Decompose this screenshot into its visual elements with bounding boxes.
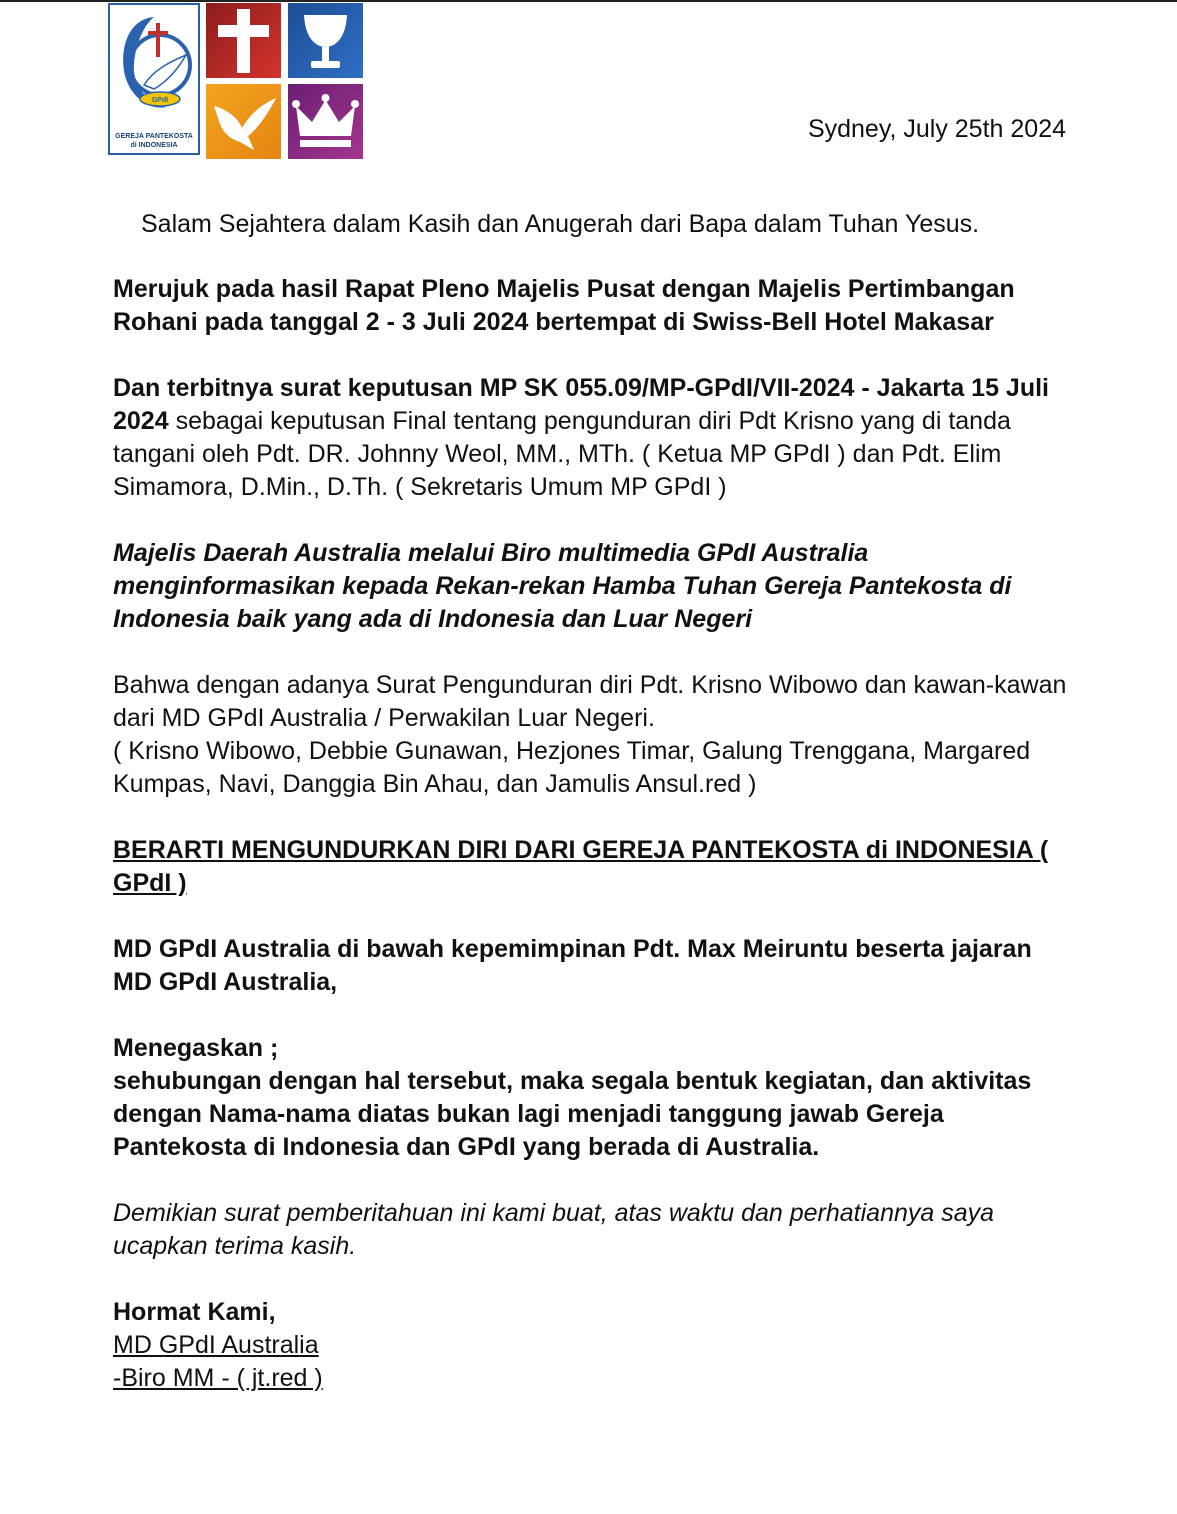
greeting: Salam Sejahtera dalam Kasih dan Anugerah dari Bapa dalam Tuhan Yesus. bbox=[141, 210, 980, 238]
dove-tile bbox=[206, 84, 281, 159]
paragraph-resignation-names: ( Krisno Wibowo, Debbie Gunawan, Hezjones Timar, Galung Trenggana, Margared Kumpas, Navi, Danggia Bin Ahau, dan Jamulis Ansul.red ) bbox=[113, 737, 1031, 798]
emblem-caption-line1: GEREJA PANTEKOSTA bbox=[115, 133, 193, 140]
letter-body bbox=[113, 208, 1073, 1395]
paragraph-resignation-line1: Bahwa dengan adanya Surat Pengunduran diri Pdt. Krisno Wibowo dan kawan-kawan dari MD GPdI Australia / Perwakilan Luar Negeri. bbox=[113, 671, 1067, 732]
cross-icon bbox=[206, 3, 281, 78]
dove-icon bbox=[206, 84, 281, 159]
decree-normal-text: sebagai keputusan Final tentang pengunduran diri Pdt Krisno yang di tanda tangani oleh Pdt. DR. Johnny Weol, MM., MTh. ( Ketua MP GPdI ) dan Pdt. Elim Simamora, D.Min., D.Th. ( Sekretaris Umum MP GPdI ) bbox=[113, 407, 1011, 501]
letter-date: Sydney, July 25th 2024 bbox=[807, 115, 1066, 143]
decree-bold-text: Dan terbitnya surat keputusan MP SK 055.09/MP-GPdI/VII-2024 - Jakarta 15 Juli 2024 bbox=[113, 374, 1049, 435]
paragraph-announcement: Majelis Daerah Australia melalui Biro multimedia GPdI Australia menginformasikan kepada Rekan-rekan Hamba Tuhan Gereja Pantekosta di Indonesia baik yang ada di Indonesia dan Luar Negeri bbox=[113, 539, 1012, 633]
chalice-icon bbox=[288, 3, 363, 78]
church-logo bbox=[108, 3, 363, 160]
emblem-badge: GPdI bbox=[151, 97, 169, 104]
paragraph-decree bbox=[113, 372, 1073, 504]
paragraph-reference-meeting: Merujuk pada hasil Rapat Pleno Majelis Pusat dengan Majelis Pertimbangan Rohani pada tanggal 2 - 3 Juli 2024 bertempat di Swiss-Bell Hotel Makasar bbox=[113, 275, 1015, 336]
paragraph-leadership: MD GPdI Australia di bawah kepemimpinan Pdt. Max Meiruntu beserta jajaran MD GPdI Australia, bbox=[113, 935, 1032, 996]
cross-tile bbox=[206, 3, 281, 78]
resignation-statement: BERARTI MENGUNDURKAN DIRI DARI GEREJA PANTEKOSTA di INDONESIA ( GPdI ) bbox=[113, 836, 1049, 897]
signature-org: MD GPdI Australia bbox=[113, 1331, 319, 1359]
crown-tile bbox=[288, 84, 363, 159]
chalice-tile bbox=[288, 3, 363, 78]
signature-dept: -Biro MM - ( jt.red ) bbox=[113, 1364, 323, 1392]
crown-icon bbox=[288, 84, 363, 159]
closing-remark: Demikian surat pemberitahuan ini kami buat, atas waktu dan perhatiannya saya ucapkan terima kasih. bbox=[113, 1199, 995, 1260]
salutation: Hormat Kami, bbox=[113, 1298, 276, 1326]
top-border bbox=[0, 0, 1177, 2]
gpdi-emblem bbox=[108, 3, 200, 155]
emblem-caption-line2: di INDONESIA bbox=[130, 142, 178, 149]
affirmation-text: sehubungan dengan hal tersebut, maka segala bentuk kegiatan, dan aktivitas dengan Nama-nama diatas bukan lagi menjadi tanggung jawab Gereja Pantekosta di Indonesia dan GPdI yang berada di Australia. bbox=[113, 1067, 1032, 1161]
dove-globe-icon bbox=[114, 11, 194, 123]
affirmation-heading: Menegaskan ; bbox=[113, 1034, 279, 1062]
